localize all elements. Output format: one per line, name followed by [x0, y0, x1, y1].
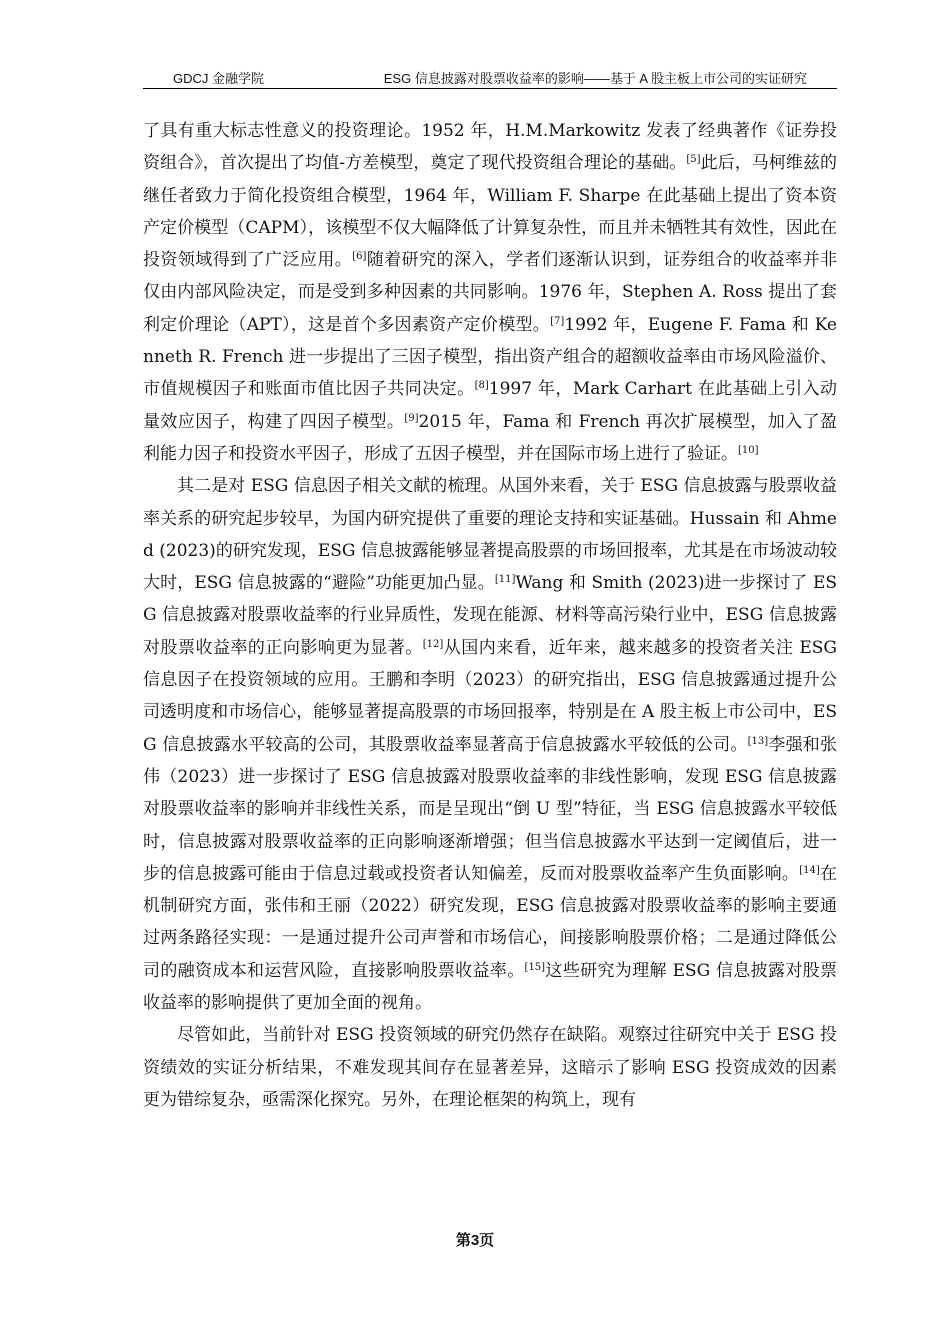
citation-marker: [6] [352, 251, 367, 263]
paragraph-1 [143, 115, 837, 470]
text-run: 了具有重大标志性意义的投资理论。1952 年，H.M.Markowitz 发表了经典著作《证券投资组合》，首次提出了均值-方差模型，奠定了现代投资组合理论的基础。 [143, 121, 837, 174]
citation-marker: [9] [404, 412, 419, 424]
text-run: 在机制研究方面，张伟和王丽（2022）研究发现，ESG 信息披露对股票收益率的影响主要通过两条路径实现：一是通过提升公司声誉和市场信心，间接影响股票价格；二是通过降低公司的融资成本和运营风险，直接影响股票收益率。 [143, 863, 838, 981]
citation-marker: [8] [474, 380, 489, 392]
text-run: 1992 年，Eugene F. Fama 和 Kenneth R. French 进一步提出了三因子模型，指出资产组合的超额收益率由市场风险溢价、市值规模因子和账面市值比因子共同决定。 [143, 314, 837, 400]
citation-marker: [7] [550, 315, 565, 327]
text-run: 这些研究为理解 ESG 信息披露对股票收益率的影响提供了更加全面的视角。 [143, 960, 838, 1014]
text-run: 李强和张伟（2023）进一步探讨了 ESG 信息披露对股票收益率的非线性影响，发现 ESG 信息披露对股票收益率的影响并非线性关系，而是呈现出“倒 U 型”特征，当 ESG 信息披露水平较低时，信息披露对股票收益率的正向影响逐渐增强；但当信息披露水平达到一定阈值后，进一步的信息披露可能由于信息过载或投资者认知偏差，反而对股票收益率产生负面影响。 [143, 734, 838, 884]
citation-marker: [15] [524, 961, 546, 973]
page-header [143, 66, 837, 89]
citation-marker: [12] [422, 638, 444, 650]
text-run: 随着研究的深入，学者们逐渐认识到，证券组合的收益率并非仅由内部风险决定，而是受到多种因素的共同影响。1976 年，Stephen A. Ross 提出了套利定价理论（APT），这是首个多因素资产定价模型。 [143, 250, 838, 335]
citation-marker: [10] [738, 444, 759, 456]
text-run: 尽管如此，当前针对 ESG 投资领域的研究仍然存在缺陷。观察过往研究中关于 ESG 投资绩效的实证分析结果，不难发现其间存在显著差异，这暗示了影响 ESG 投资成效的因素更为错综复杂，亟需深化探究。另外，在理论框架的构筑上，现有 [143, 1025, 837, 1110]
text-run: 此后，马柯维兹的继任者致力于简化投资组合模型，1964 年，William F. Sharpe 在此基础上提出了资本资产定价模型（CAPM），该模型不仅大幅降低了计算复杂性，而且并未牺牲其有效性，因此在投资领域得到了广泛应用。 [143, 153, 838, 271]
text-run: 其二是对 ESG 信息因子相关文献的梳理。从国外来看，关于 ESG 信息披露与股票收益率关系的研究起步较早，为国内研究提供了重要的理论支持和实证基础。Hussain 和 Ahmed (2023)的研究发现，ESG 信息披露能够显著提高股票的市场回报率，尤其是在市场波动较大时，ESG 信息披露的“避险”功能更加凸显。 [143, 476, 837, 594]
text-run: 2015 年，Fama 和 French 再次扩展模型，加入了盈利能力因子和投资水平因子，形成了五因子模型，并在国际市场上进行了验证。 [143, 411, 838, 464]
citation-marker: [11] [494, 574, 516, 586]
citation-marker: [5] [686, 154, 701, 166]
text-run: Wang 和 Smith (2023)进一步探讨了 ESG 信息披露对股票收益率的行业异质性，发现在能源、材料等高污染行业中，ESG 信息披露对股票收益率的正向影响更为显著。 [143, 573, 837, 658]
paragraph-3 [143, 1019, 837, 1116]
text-run: 1997 年，Mark Carhart 在此基础上引入动量效应因子，构建了四因子模型。 [143, 379, 837, 432]
text-run: 从国内来看，近年来，越来越多的投资者关注 ESG 信息因子在投资领域的应用。王鹏和李明（2023）的研究指出，ESG 信息披露通过提升公司透明度和市场信心，能够显著提高股票的市场回报率，特别是在 A 股主板上市公司中，ESG 信息披露水平较高的公司，其股票收益率显著高于信息披露水平较低的公司。 [143, 637, 838, 755]
paragraph-2 [143, 470, 837, 1019]
page-number: 第3页 [455, 1232, 495, 1249]
citation-marker: [13] [747, 735, 769, 747]
header-institution: GDCJ 金融学院 [173, 71, 265, 86]
header-paper-title: ESG 信息披露对股票收益率的影响——基于 A 股主板上市公司的实证研究 [383, 71, 807, 86]
body-text [143, 115, 837, 1116]
citation-marker: [14] [799, 864, 820, 876]
